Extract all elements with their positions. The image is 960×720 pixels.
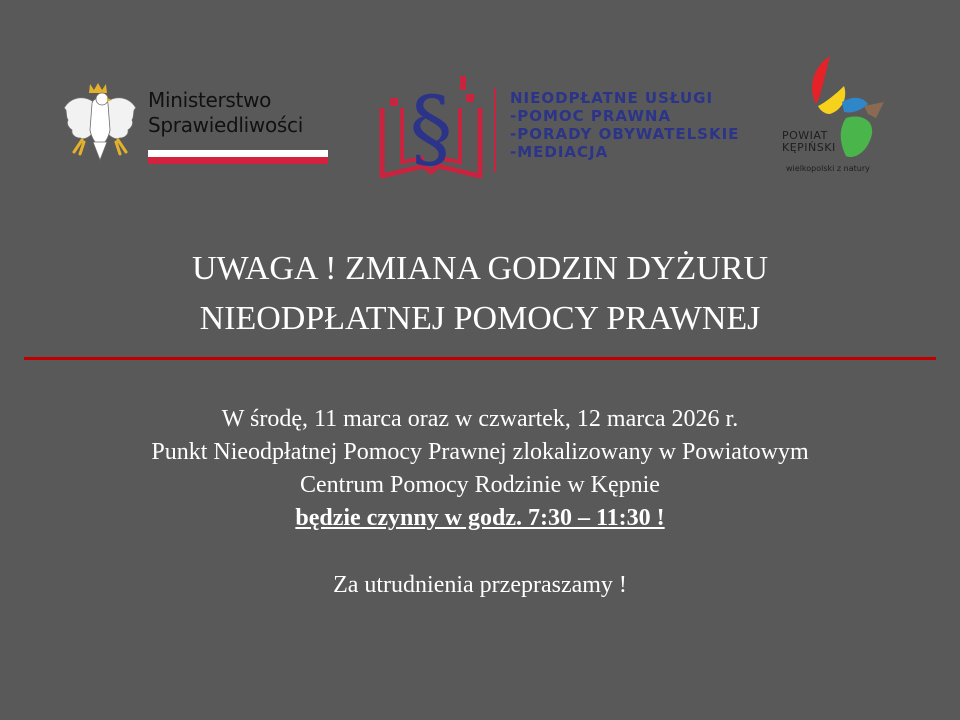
notice-opening-hours: będzie czynny w godz. 7:30 – 11:30 !: [295, 505, 665, 531]
ministry-name: [148, 88, 303, 138]
ministry-logo: [62, 80, 332, 170]
ministry-name-line1: Ministerstwo: [148, 88, 272, 112]
headline-line2: NIEODPŁATNEJ POMOCY PRAWNEJ: [199, 300, 761, 337]
notice-dates: W środę, 11 marca oraz w czwartek, 12 marca 2026 r.: [221, 406, 739, 432]
county-name-line2: KĘPIŃSKI: [782, 141, 836, 154]
ministry-name-line2: Sprawiedliwości: [148, 113, 303, 137]
free-legal-services-logo: [376, 72, 756, 182]
free-services-text: [510, 89, 739, 161]
white-eagle-emblem-icon: [62, 80, 138, 162]
notice-location-line2: Centrum Pomocy Rodzinie w Kępnie: [300, 472, 660, 498]
free-services-item: -MEDIACJA: [510, 143, 609, 161]
svg-text:§: §: [409, 79, 453, 179]
notice-location-line1: Punkt Nieodpłatnej Pomocy Prawnej zlokalizowany w Powiatowym: [151, 439, 809, 465]
spacer: [0, 535, 960, 569]
free-services-item: -PORADY OBYWATELSKIE: [510, 125, 740, 143]
red-divider-line: [24, 357, 936, 360]
free-services-title: NIEODPŁATNE USŁUGI: [510, 89, 714, 107]
headline-line1: UWAGA ! ZMIANA GODZIN DYŻURU: [191, 250, 769, 287]
polish-flag-bar: [148, 150, 328, 164]
county-tagline: wielkopolski z natury: [786, 164, 870, 173]
county-name-line1: POWIAT: [782, 129, 828, 142]
logo-bar: [0, 0, 960, 200]
county-name: [782, 130, 836, 154]
announcement-headline: [0, 244, 960, 344]
free-services-item: -POMOC PRAWNA: [510, 107, 672, 125]
logo-divider: [494, 88, 496, 172]
section-sign-book-icon: [376, 72, 486, 180]
notice-body: [0, 403, 960, 602]
county-logo: [778, 52, 888, 182]
notice-apology: Za utrudnienia przepraszamy !: [333, 572, 627, 598]
